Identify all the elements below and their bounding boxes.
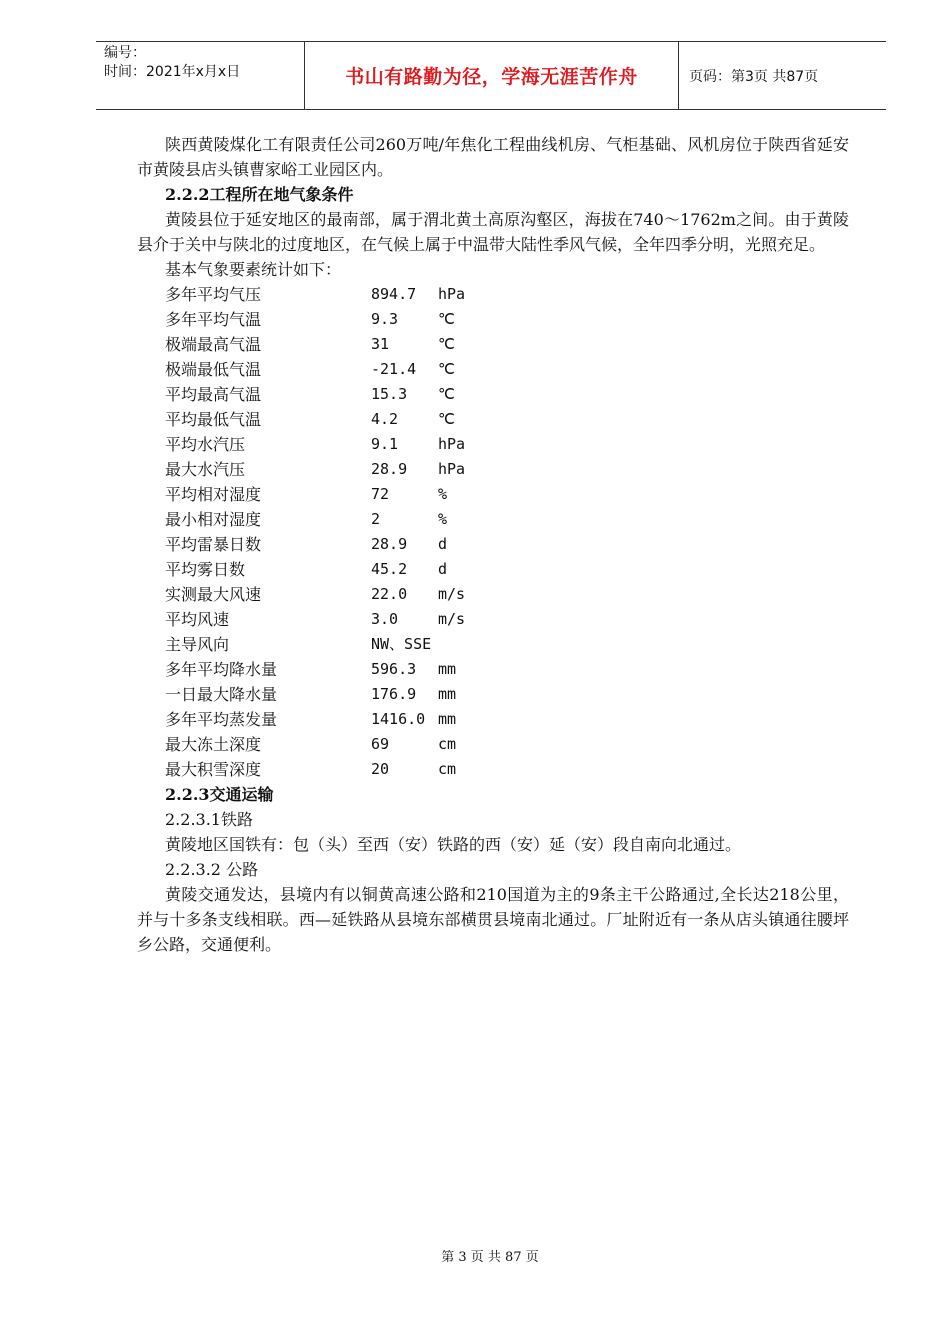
road-paragraph: 黄陵交通发达，县境内有以铜黄高速公路和210国道为主的9条主干公路通过,全长达218公里，并与十多条支线相联。西—延铁路从县境东部横贯县境南北通过。厂址附近有一条从店头镇通往腰坪乡公路，交通便利。: [137, 885, 849, 954]
weather-stat-unit: mm: [438, 710, 457, 728]
weather-stat-unit: cm: [438, 760, 457, 778]
weather-stat-row: [137, 557, 849, 582]
weather-stat-unit: d: [438, 560, 448, 578]
weather-stat-name: 多年平均蒸发量: [165, 710, 278, 729]
header-meta: [96, 42, 305, 109]
weather-stat-name: 一日最大降水量: [165, 685, 278, 704]
weather-stat-row: [137, 707, 849, 732]
weather-stat-row: [137, 382, 849, 407]
weather-stat-unit: m/s: [438, 610, 466, 628]
page-header: [96, 41, 886, 110]
weather-stat-row: [137, 532, 849, 557]
weather-stat-value: 596.3: [371, 660, 417, 678]
weather-stat-name: 最大积雪深度: [165, 760, 262, 779]
weather-stat-name: 最大水汽压: [165, 460, 246, 479]
weather-stat-value: 1416.0: [371, 710, 426, 728]
weather-stat-value: 31: [371, 335, 390, 353]
weather-stat-row: [137, 507, 849, 532]
weather-stat-row: [137, 607, 849, 632]
weather-stat-unit: ℃: [438, 335, 455, 353]
weather-stat-unit: hPa: [438, 435, 466, 453]
climate-paragraph: 黄陵县位于延安地区的最南部，属于渭北黄土高原沟壑区，海拔在740～1762m之间。由于黄陵县介于关中与陕北的过度地区，在气候上属于中温带大陆性季风气候，全年四季分明，光照充足。: [137, 210, 849, 254]
weather-stat-value: 4.2: [371, 410, 399, 428]
weather-stat-value: 28.9: [371, 460, 408, 478]
weather-stat-unit: hPa: [438, 460, 466, 478]
weather-stat-name: 平均水汽压: [165, 435, 246, 454]
weather-stat-value: 72: [371, 485, 390, 503]
weather-stat-value: 15.3: [371, 385, 408, 403]
weather-stat-row: [137, 307, 849, 332]
weather-stat-value: 176.9: [371, 685, 417, 703]
weather-stat-value: 894.7: [371, 285, 417, 303]
weather-stat-name: 最小相对湿度: [165, 510, 262, 529]
weather-stat-unit: hPa: [438, 285, 466, 303]
weather-stat-unit: mm: [438, 685, 457, 703]
weather-stat-name: 最大冻土深度: [165, 735, 262, 754]
weather-stat-value: -21.4: [371, 360, 417, 378]
weather-stat-value: 9.1: [371, 435, 399, 453]
weather-stat-name: 平均相对湿度: [165, 485, 262, 504]
weather-stat-row: [137, 432, 849, 457]
intro-paragraph: 陕西黄陵煤化工有限责任公司260万吨/年焦化工程曲线机房、气柜基础、风机房位于陕西省延安市黄陵县店头镇曹家峪工业园区内。: [137, 135, 849, 179]
weather-stat-row: [137, 332, 849, 357]
weather-stat-row: [137, 632, 849, 657]
weather-stat-unit: m/s: [438, 585, 466, 603]
weather-stat-unit: %: [438, 485, 448, 503]
weather-stat-unit: ℃: [438, 360, 455, 378]
weather-stat-unit: ℃: [438, 410, 455, 428]
weather-stat-row: [137, 682, 849, 707]
weather-stat-row: [137, 282, 849, 307]
weather-stat-name: 平均最低气温: [165, 410, 262, 429]
weather-stat-row: [137, 482, 849, 507]
weather-stat-value: 45.2: [371, 560, 408, 578]
weather-stat-name: 平均雾日数: [165, 560, 246, 579]
weather-stat-name: 平均风速: [165, 610, 230, 629]
section-heading-2-2-2: 2.2.2工程所在地气象条件: [165, 185, 354, 204]
weather-stat-name: 平均最高气温: [165, 385, 262, 404]
weather-stat-name: 主导风向: [165, 635, 230, 654]
weather-stat-unit: %: [438, 510, 448, 528]
stats-intro: 基本气象要素统计如下：: [165, 260, 342, 279]
weather-stat-unit: ℃: [438, 310, 455, 328]
weather-stat-value: 22.0: [371, 585, 408, 603]
weather-stat-row: [137, 657, 849, 682]
weather-stat-value: NW、SSE: [371, 635, 432, 653]
weather-stat-row: [137, 457, 849, 482]
weather-stat-name: 多年平均气压: [165, 285, 262, 304]
weather-stat-unit: mm: [438, 660, 457, 678]
weather-stat-value: 9.3: [371, 310, 399, 328]
page-footer: 第 3 页 共 87 页: [441, 1250, 539, 1265]
document-number-label: 编号：: [104, 45, 146, 61]
weather-stat-value: 2: [371, 510, 381, 528]
section-heading-2-2-3: 2.2.3交通运输: [165, 785, 274, 804]
rail-paragraph: 黄陵地区国铁有：包（头）至西（安）铁路的西（安）延（安）段自南向北通过。: [165, 835, 742, 854]
weather-stat-value: 20: [371, 760, 390, 778]
header-page-number: 页码：第3页 共87页: [689, 68, 819, 85]
weather-stat-name: 极端最低气温: [165, 360, 262, 379]
weather-stat-row: [137, 757, 849, 782]
weather-stat-unit: ℃: [438, 385, 455, 403]
weather-stat-name: 多年平均降水量: [165, 660, 278, 679]
weather-stat-row: [137, 357, 849, 382]
weather-stat-row: [137, 407, 849, 432]
rail-subheading: 2.2.3.1铁路: [165, 810, 253, 829]
weather-stat-name: 实测最大风速: [165, 585, 262, 604]
road-subheading: 2.2.3.2 公路: [165, 860, 259, 879]
weather-stat-name: 极端最高气温: [165, 335, 262, 354]
weather-stat-value: 69: [371, 735, 390, 753]
weather-stat-unit: cm: [438, 735, 457, 753]
weather-stat-name: 平均雷暴日数: [165, 535, 262, 554]
document-time-label: 时间：2021年x月x日: [104, 64, 241, 80]
weather-stat-row: [137, 582, 849, 607]
weather-stat-value: 3.0: [371, 610, 399, 628]
weather-stat-name: 多年平均气温: [165, 310, 262, 329]
weather-stats-table: [137, 282, 849, 782]
header-motto: 书山有路勤为径，学海无涯苦作舟: [305, 42, 679, 109]
weather-stat-row: [137, 732, 849, 757]
weather-stat-unit: d: [438, 535, 448, 553]
weather-stat-value: 28.9: [371, 535, 408, 553]
document-body: [137, 132, 849, 957]
